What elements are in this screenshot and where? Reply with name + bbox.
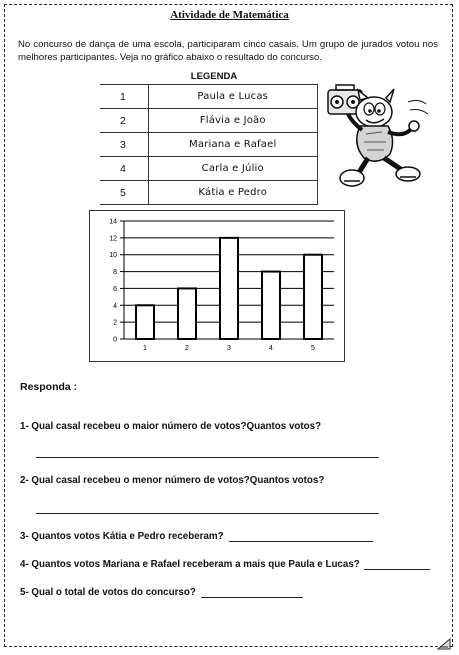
legend-table [100, 84, 318, 205]
legend-couple: Kátia e Pedro [148, 181, 318, 205]
y-tick-label: 2 [113, 319, 117, 327]
y-tick-label: 8 [113, 269, 117, 277]
legend-couple: Flávia e João [148, 109, 318, 133]
bar [178, 288, 196, 339]
y-tick-label: 10 [109, 252, 117, 260]
answer-line-5[interactable] [201, 597, 303, 598]
y-tick-label: 12 [109, 235, 117, 243]
x-tick-label: 4 [269, 345, 273, 352]
answer-line-3[interactable] [229, 541, 373, 542]
legend-number: 4 [100, 157, 148, 181]
legend-couple: Mariana e Rafael [148, 133, 318, 157]
answer-line-4[interactable] [364, 569, 430, 570]
respond-label: Responda : [20, 381, 78, 393]
bar [136, 305, 154, 339]
question-5: 5- Qual o total de votos do concurso? [20, 587, 196, 598]
y-tick-label: 6 [113, 285, 117, 293]
legend-couple: Paula e Lucas [148, 85, 318, 109]
question-2: 2- Qual casal recebeu o menor número de votos?Quantos votos? [20, 475, 325, 486]
intro-text: No concurso de dança de uma escola, participaram cinco casais. Um grupo de jurados votou nos melhores participantes. Veja no gráfico abaixo o resultado do concurso. [18, 39, 438, 63]
y-tick-label: 0 [113, 336, 117, 344]
legend-number: 5 [100, 181, 148, 205]
question-1: 1- Qual casal recebeu o maior número de votos?Quantos votos? [20, 421, 322, 432]
x-tick-label: 1 [143, 345, 147, 352]
bar-chart-svg [90, 211, 346, 363]
y-tick-label: 4 [113, 302, 117, 310]
answer-line-2[interactable] [36, 513, 379, 514]
x-tick-label: 3 [227, 345, 231, 352]
legend-row [100, 133, 318, 157]
legend-couple: Carla e Júlio [148, 157, 318, 181]
legend-number: 1 [100, 85, 148, 109]
x-tick-label: 5 [311, 345, 315, 352]
legend-row [100, 181, 318, 205]
bar [262, 272, 280, 339]
x-tick-label: 2 [185, 345, 189, 352]
page-curl-icon [437, 638, 451, 650]
page-title: Atividade de Matemática [170, 9, 289, 21]
legend-row [100, 85, 318, 109]
legend-row [100, 157, 318, 181]
bar-chart [89, 210, 345, 362]
question-3: 3- Quantos votos Kátia e Pedro receberam? [20, 531, 224, 542]
y-tick-label: 14 [109, 218, 117, 226]
legend-row [100, 109, 318, 133]
question-4: 4- Quantos votos Mariana e Rafael receberam a mais que Paula e Lucas? [20, 559, 360, 570]
bar [220, 238, 238, 339]
cartoon-icon [322, 82, 434, 192]
legend-number: 3 [100, 133, 148, 157]
legend-title: LEGENDA [190, 71, 238, 82]
bar [304, 255, 322, 339]
legend-number: 2 [100, 109, 148, 133]
answer-line-1[interactable] [36, 457, 379, 458]
